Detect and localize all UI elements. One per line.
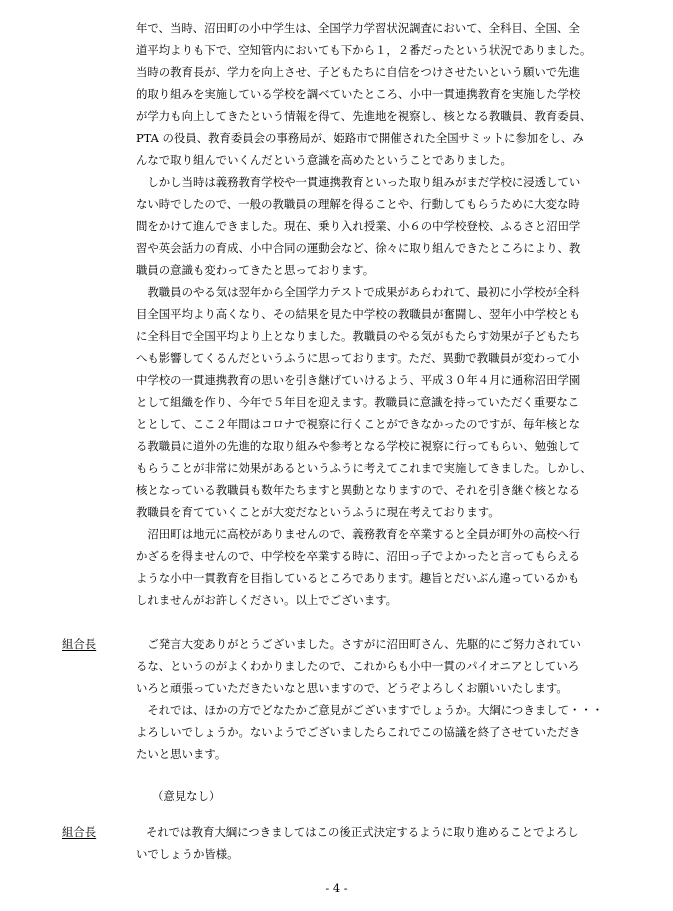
text-line: 沼田町は地元に高校がありませんので、義務教育を卒業すると全員が町外の高校へ行 bbox=[136, 527, 581, 541]
text-line: る教職員に道外の先進的な取り組みや参考となる学校に視察に行ってもらい、勉強して bbox=[136, 439, 581, 453]
text-line: 的取り組みを実施している学校を調べていたところ、小中一貫連携教育を実施した学校 bbox=[136, 87, 581, 101]
text-line: 年で、当時、沼田町の小中学生は、全国学力学習状況調査において、全科目、全国、全 bbox=[136, 21, 580, 35]
text-line: 教職員を育てていくことが大変だなというふうに現在考えております。 bbox=[136, 505, 500, 519]
text-line: 当時の教育長が、学力を向上させ、子どもたちに自信をつけさせたいという願いで先進 bbox=[136, 65, 580, 79]
text-line: ような小中一貫教育を目指しているところであります。趣旨とだいぶん違っているかも bbox=[136, 571, 580, 585]
text-line: しかし当時は義務教育学校や一貫連携教育といった取り組みがまだ学校に浸透してい bbox=[136, 175, 581, 189]
text-line: が学力も向上してきたという情報を得て、先進地を視察し、核となる教職員、教育委員、 bbox=[136, 109, 592, 123]
text-line: ご発言大変ありがとうございました。さすがに沼田町さん、先駆的にご努力されてい bbox=[136, 637, 581, 651]
page-number: - 4 - bbox=[325, 881, 348, 895]
speaker-label: 組合長 bbox=[62, 637, 97, 651]
text-line: しれませんがお許しください。以上でございます。 bbox=[136, 593, 398, 607]
text-line: へも影響してくるんだというふうに思っております。ただ、異動で教職員が変わって小 bbox=[136, 351, 580, 365]
text-line: として組織を作り、今年で５年目を迎えます。教職員に意識を持っていただく重要なこ bbox=[136, 395, 580, 409]
text-line: ない時でしたので、一般の教職員の理解を得ることや、行動してもらうために大変な時 bbox=[136, 197, 580, 211]
text-line: ととして、ここ２年間はコロナで視察に行くことができなかったのですが、毎年核とな bbox=[136, 417, 581, 431]
text-line: 教職員のやる気は翌年から全国学力テストで成果があらわれて、最初に小学校が全科 bbox=[136, 285, 580, 299]
text-line: それでは、ほかの方でどなたかご意見がございますでしょうか。大綱につきまして・・・ bbox=[136, 703, 604, 717]
text-line: よろしいでしょうか。ないようでございましたらこれでこの協議を終了させていただき bbox=[136, 725, 581, 739]
text-line: もらうことが非常に効果があるというふうに考えてこれまで実施してきました。しかし、 bbox=[136, 461, 592, 475]
text-line: それでは教育大綱につきましてはこの後正式決定するように取り進めることでよろし bbox=[146, 825, 579, 839]
text-line: 間をかけて進んできました。現在、乗り入れ授業、小６の中学校登校、ふるさと沼田学 bbox=[136, 219, 581, 233]
text-line: 目全国平均より高くなり、その結果を見た中学校の教職員が奮闘し、翌年小中学校とも bbox=[136, 307, 581, 321]
speaker-label: 組合長 bbox=[62, 825, 97, 839]
text-line: PTA の役員、教育委員会の事務局が、姫路市で開催された全国サミットに参加をし、み bbox=[136, 131, 584, 145]
text-line: 職員の意識も変わってきたと思っております。 bbox=[136, 263, 375, 277]
text-line: に全科目で全国平均より上となりました。教職員のやる気がもたらす効果が子どもたち bbox=[136, 329, 581, 343]
text-line: 核となっている教職員も数年たちますと異動となりますので、それを引き継ぐ核となる bbox=[136, 483, 581, 497]
text-line: 中学校の一貫連携教育の思いを引き継げていけるよう、平成３０年４月に通称沼田学園 bbox=[136, 373, 581, 387]
text-line: んなで取り組んでいくんだという意識を高めたということでありました。 bbox=[136, 153, 512, 167]
text-line: いでしょうか皆様。 bbox=[136, 847, 239, 861]
text-line: かざるを得ませんので、中学校を卒業する時に、沼田っ子でよかったと言ってもらえる bbox=[136, 549, 581, 563]
text-line: いろと頑張っていただきたいなと思いますので、どうぞよろしくお願いいたします。 bbox=[136, 681, 568, 695]
no-objection-note: （意見なし） bbox=[152, 789, 221, 803]
text-line: たいと思います。 bbox=[136, 747, 227, 761]
text-line: 習や英会話力の育成、小中合同の運動会など、徐々に取り組んできたところにより、教 bbox=[136, 241, 581, 255]
text-line: 道平均よりも下で、空知管内においても下から１，２番だったという状況でありました。 bbox=[136, 43, 592, 57]
text-line: るな、というのがよくわかりましたので、これからも小中一貫のパイオニアとしていろ bbox=[136, 659, 580, 673]
